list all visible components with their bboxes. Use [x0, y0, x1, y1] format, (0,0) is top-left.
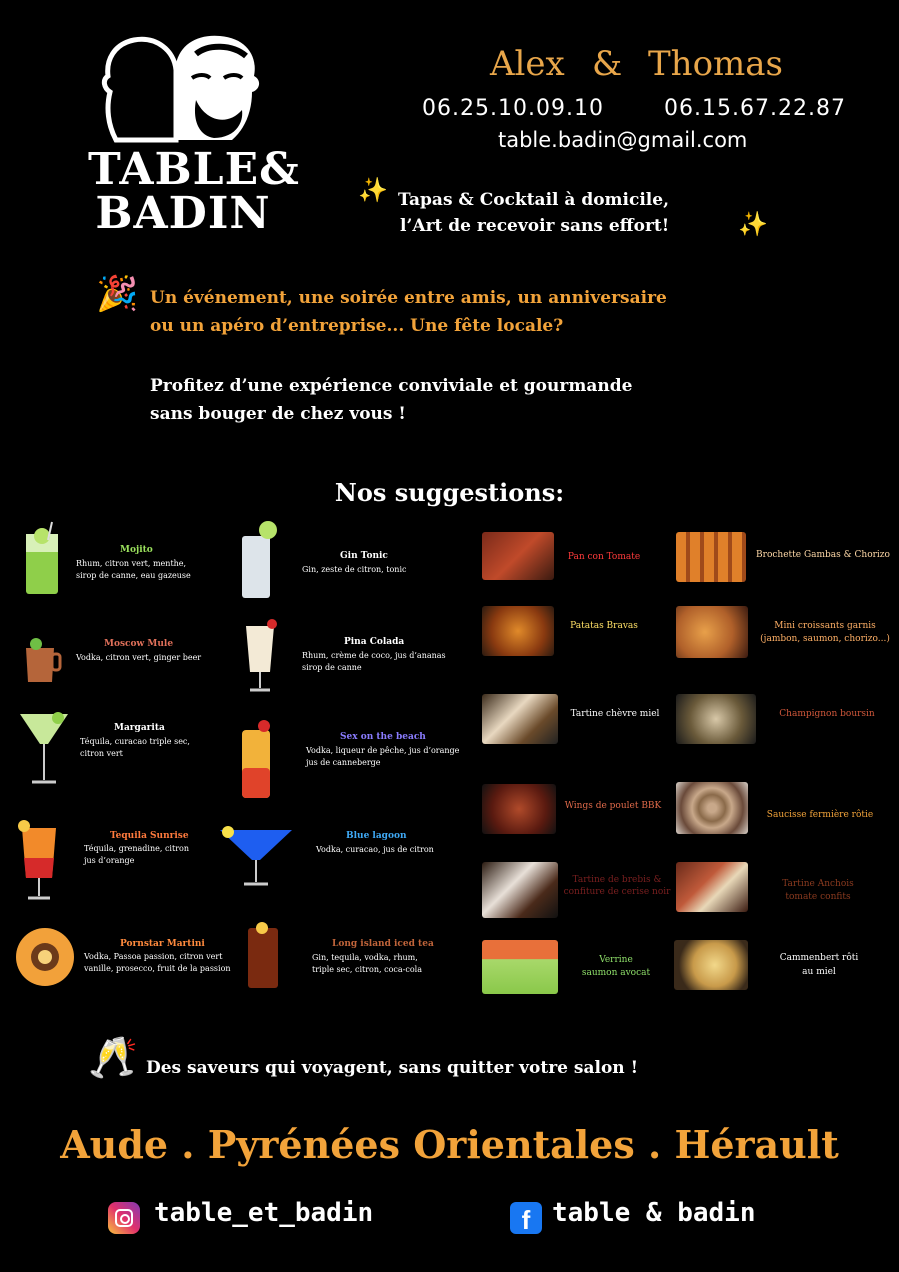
passion-fruit-icon — [14, 926, 76, 988]
cocktail-desc: sirop de canne, eau gazeuse — [76, 571, 191, 580]
margarita-glass-icon — [18, 710, 70, 788]
faces-logo-icon — [96, 30, 266, 145]
cocktail-name: Pina Colada — [344, 637, 405, 647]
party-popper-icon: 🎉 — [96, 274, 139, 314]
food-label: Cammenbert rôti — [779, 953, 859, 963]
food-label: au miel — [802, 967, 836, 977]
contact-amp: & — [592, 44, 623, 84]
phone-2[interactable]: 06.15.67.22.87 — [664, 96, 846, 121]
food-label: saumon avocat — [581, 968, 651, 978]
facebook-handle[interactable]: table & badin — [552, 1198, 756, 1228]
cocktail-desc: Gin, zeste de citron, tonic — [302, 565, 407, 574]
food-photo-verrine — [482, 940, 558, 994]
intro-orange-line2: ou un apéro d’entreprise... Une fête locale? — [150, 316, 564, 336]
food-label: Pan con Tomate — [567, 552, 641, 562]
cocktail-desc: Rhum, citron vert, menthe, — [76, 559, 187, 568]
tagline-line1: Tapas & Cocktail à domicile, — [398, 190, 670, 210]
food-photo-tartine-brebis — [482, 862, 558, 918]
cocktail-name: Tequila Sunrise — [110, 831, 189, 841]
food-label: Tartine chèvre miel — [570, 709, 660, 719]
slogan: Des saveurs qui voyagent, sans quitter votre salon ! — [146, 1058, 639, 1078]
food-photo-patatas-bravas — [482, 606, 554, 656]
intro-orange-line1: Un événement, une soirée entre amis, un anniversaire — [150, 288, 667, 308]
cocktail-gin-tonic — [236, 518, 466, 602]
cocktail-name: Long island iced tea — [332, 939, 434, 949]
food-label: Tartine Anchois — [782, 879, 854, 889]
food-photo-pan-con-tomate — [482, 532, 554, 580]
cocktail-name: Blue lagoon — [346, 831, 407, 841]
food-label: Champignon boursin — [779, 709, 875, 719]
facebook-icon[interactable]: f — [510, 1202, 542, 1234]
food-label: Mini croissants garnis — [774, 621, 876, 631]
cocktail-moscow-mule — [18, 630, 228, 690]
instagram-handle[interactable]: table_et_badin — [154, 1198, 374, 1228]
cocktail-desc: Téquila, curacao triple sec, — [80, 737, 190, 746]
contact-name-2: Thomas — [648, 44, 784, 84]
cocktail-desc: Vodka, Passoa passion, citron vert — [84, 952, 223, 961]
cocktail-desc: Vodka, curacao, jus de citron — [316, 845, 434, 854]
phone-1[interactable]: 06.25.10.09.10 — [422, 96, 604, 121]
champagne-glasses-icon: 🥂 — [88, 1035, 138, 1081]
cocktail-name: Sex on the beach — [340, 732, 426, 742]
mojito-glass-icon — [18, 520, 68, 598]
cocktail-name: Mojito — [120, 545, 153, 555]
cocktail-desc: Rhum, crème de coco, jus d’ananas — [302, 651, 446, 660]
suggestions-title: Nos suggestions: — [334, 478, 565, 507]
blue-lagoon-glass-icon — [218, 822, 294, 888]
contact-name-1: Alex — [490, 44, 565, 84]
pina-colada-glass-icon — [238, 616, 282, 698]
cocktail-desc: vanille, prosecco, fruit de la passion — [84, 964, 231, 973]
food-label: Verrine — [599, 955, 633, 965]
cocktail-name: Margarita — [114, 723, 165, 733]
cocktail-name: Gin Tonic — [340, 551, 388, 561]
food-photo-tartine-anchois — [676, 862, 748, 912]
sparkle-icon: ✨ — [358, 176, 388, 204]
cocktail-desc: citron vert — [80, 749, 123, 758]
cocktail-mojito — [18, 520, 228, 600]
cocktail-desc: jus d’orange — [84, 856, 135, 865]
cocktail-desc: sirop de canne — [302, 663, 362, 672]
food-label: Patatas Bravas — [570, 621, 638, 631]
cocktail-tequila-sunrise — [12, 818, 222, 910]
food-photo-saucisse — [676, 782, 748, 834]
food-label: Wings de poulet BBK — [564, 801, 662, 811]
copper-mug-icon — [20, 634, 64, 686]
food-photo-brochette — [676, 532, 746, 582]
cocktail-desc: triple sec, citron, coca-cola — [312, 965, 422, 974]
food-photo-tartine-chevre — [482, 694, 558, 744]
long-island-glass-icon — [242, 918, 284, 990]
cocktail-name: Moscow Mule — [104, 639, 174, 649]
food-label: Saucisse fermière rôtie — [766, 810, 874, 820]
instagram-icon[interactable] — [108, 1202, 140, 1234]
cocktail-desc: Téquila, grenadine, citron — [84, 844, 189, 853]
cocktail-desc: Vodka, liqueur de pêche, jus d’orange — [306, 746, 460, 755]
tagline-line2: l’Art de recevoir sans effort! — [400, 216, 670, 236]
tequila-sunrise-glass-icon — [12, 818, 66, 906]
food-label: Brochette Gambas & Chorizo — [756, 550, 890, 560]
food-photo-croissants — [676, 606, 748, 658]
food-label: tomate confits — [785, 892, 851, 902]
regions: Aude . Pyrénées Orientales . Hérault — [60, 1122, 839, 1167]
gin-tonic-glass-icon — [236, 518, 280, 600]
food-photo-wings — [482, 784, 556, 834]
cocktail-sex-on-the-beach — [236, 712, 466, 802]
sparkle-icon: ✨ — [738, 210, 768, 238]
cocktail-margarita — [18, 710, 228, 790]
logo — [88, 30, 300, 240]
logo-text-line2: BADIN — [95, 188, 271, 239]
food-photo-champignon — [676, 694, 756, 744]
cocktail-desc: jus de canneberge — [306, 758, 381, 767]
cocktail-pornstar-martini — [14, 924, 234, 994]
food-photo-camembert — [674, 940, 748, 990]
cocktail-desc: Gin, tequila, vodka, rhum, — [312, 953, 418, 962]
cocktail-blue-lagoon — [218, 822, 468, 892]
food-label: confiture de cerise noir — [563, 887, 671, 897]
cocktail-long-island — [240, 918, 470, 992]
intro-white-line2: sans bouger de chez vous ! — [150, 404, 406, 424]
food-label: (jambon, saumon, chorizo...) — [760, 634, 890, 644]
logo-text-line1: TABLE& — [88, 144, 300, 195]
cocktail-name: Pornstar Martini — [120, 939, 205, 949]
food-label: Tartine de brebis & — [572, 875, 662, 885]
intro-white-line1: Profitez d’une expérience conviviale et gourmande — [150, 376, 633, 396]
email-link[interactable]: table.badin@gmail.com — [498, 128, 748, 152]
cocktail-pina-colada — [236, 616, 466, 700]
sex-on-the-beach-glass-icon — [236, 712, 280, 800]
cocktail-desc: Vodka, citron vert, ginger beer — [76, 653, 202, 662]
